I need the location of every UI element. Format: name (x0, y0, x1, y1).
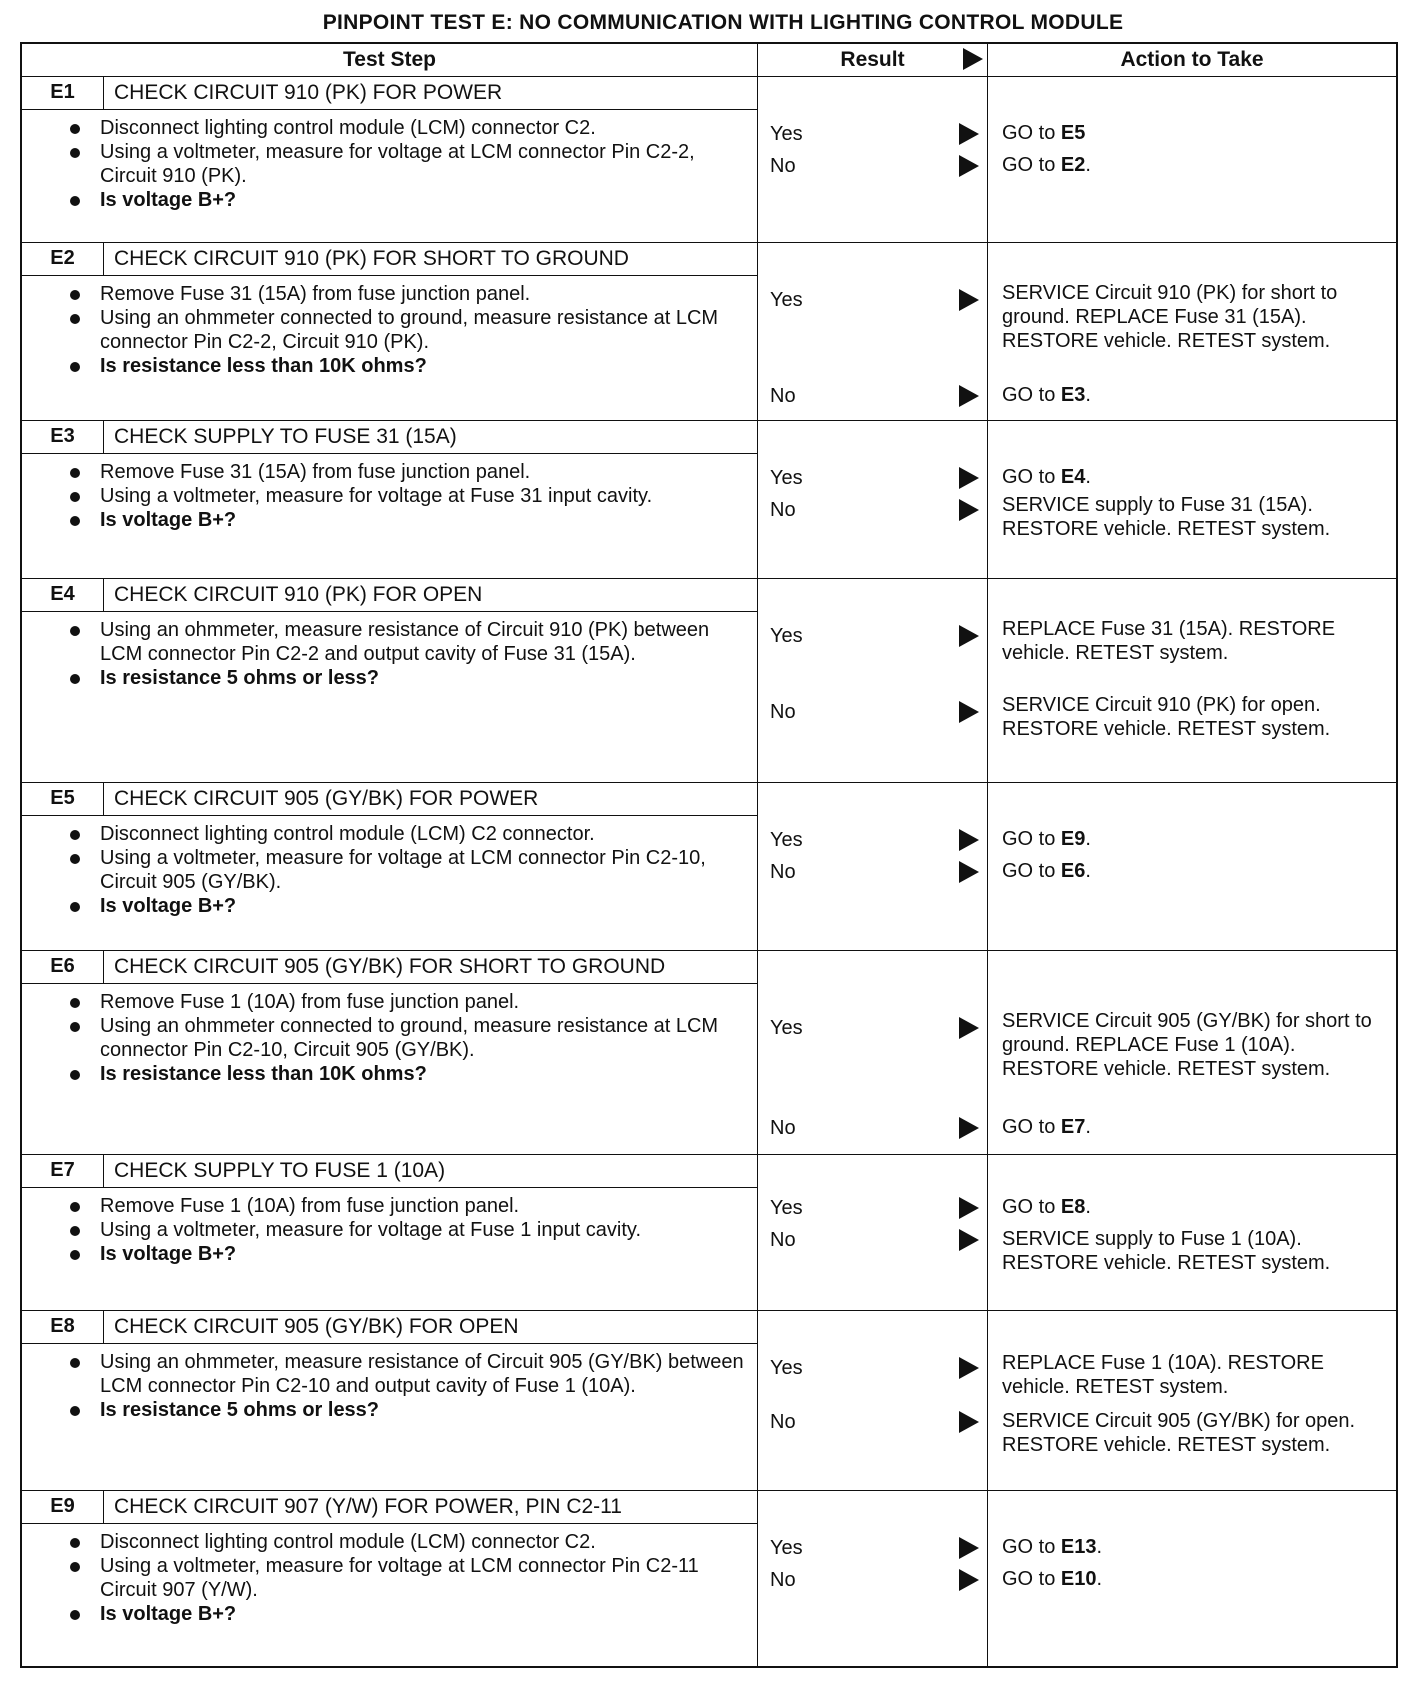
action-tail: . (1085, 828, 1091, 850)
action-instruction: GO to (1002, 1196, 1061, 1218)
step-instruction: Disconnect lighting control module (LCM) connector C2. (70, 116, 745, 140)
test-step-cell (21, 243, 758, 421)
arrow-right-icon (959, 701, 979, 723)
action-instruction: GO to (1002, 1116, 1061, 1138)
result-yes (770, 1355, 981, 1381)
step-question: Is voltage B+? (70, 894, 745, 918)
step-question: Is voltage B+? (70, 188, 745, 212)
arrow-right-icon (959, 1117, 979, 1139)
arrow-right-icon (959, 123, 979, 145)
step-title: CHECK CIRCUIT 907 (Y/W) FOR POWER, PIN C2-11 (114, 1495, 622, 1518)
action-text (1002, 383, 1388, 407)
result-label: Yes (770, 625, 803, 647)
arrow-right-icon (959, 1569, 979, 1591)
header-result (758, 43, 988, 77)
result-label: Yes (770, 467, 803, 489)
result-no (770, 153, 981, 179)
step-instruction: Using an ohmmeter connected to ground, measure resistance at LCM connector Pin C2-2, Circuit 910 (PK). (70, 306, 745, 354)
test-step-cell (21, 1311, 758, 1491)
action-tail: . (1085, 1116, 1091, 1138)
arrow-right-icon (959, 385, 979, 407)
action-cell (988, 77, 1398, 243)
action-cell (988, 783, 1398, 951)
step-id: E9 (22, 1491, 104, 1523)
step-title: CHECK CIRCUIT 910 (PK) FOR POWER (114, 81, 503, 104)
step-instruction: Using an ohmmeter connected to ground, measure resistance at LCM connector Pin C2-10, Circuit 905 (GY/BK). (70, 1014, 745, 1062)
step-header (22, 783, 757, 816)
result-cell (758, 243, 988, 421)
result-no (770, 1227, 981, 1253)
step-reference-link[interactable]: E9 (1060, 828, 1086, 850)
action-instruction: SERVICE Circuit 910 (PK) for short to ground. REPLACE Fuse 31 (15A). RESTORE vehicle. RETEST system. (1002, 282, 1338, 352)
action-instruction: GO to (1002, 1536, 1061, 1558)
result-label: No (770, 861, 796, 883)
result-label: No (770, 1229, 796, 1251)
arrow-right-icon (959, 467, 979, 489)
step-question: Is resistance 5 ohms or less? (70, 666, 745, 690)
step-title: CHECK CIRCUIT 905 (GY/BK) FOR SHORT TO GROUND (114, 955, 666, 978)
test-step-cell (21, 579, 758, 783)
step-reference-link[interactable]: E10 (1060, 1568, 1097, 1590)
step-reference-link[interactable]: E13 (1060, 1536, 1097, 1558)
result-label: Yes (770, 1017, 803, 1039)
action-text (1002, 1115, 1388, 1139)
result-cell (758, 783, 988, 951)
step-instruction: Remove Fuse 31 (15A) from fuse junction panel. (70, 282, 745, 306)
result-no (770, 1567, 981, 1593)
action-text (1002, 281, 1388, 353)
step-instruction: Using a voltmeter, measure for voltage at LCM connector Pin C2-10, Circuit 905 (GY/BK). (70, 846, 745, 894)
action-cell (988, 951, 1398, 1155)
step-header (22, 951, 757, 984)
step-id: E8 (22, 1311, 104, 1343)
arrow-right-icon (959, 829, 979, 851)
action-instruction: REPLACE Fuse 1 (10A). RESTORE vehicle. RETEST system. (1002, 1352, 1324, 1398)
action-instruction: GO to (1002, 828, 1061, 850)
action-text (1002, 1535, 1388, 1559)
result-label: No (770, 1569, 796, 1591)
header-action: Action to Take (988, 43, 1398, 77)
step-instructions (22, 984, 757, 1092)
step-reference-link[interactable]: E4 (1060, 466, 1086, 488)
arrow-right-icon (959, 1411, 979, 1433)
result-cell (758, 1491, 988, 1667)
arrow-right-icon (959, 1197, 979, 1219)
step-instruction: Using a voltmeter, measure for voltage at Fuse 1 input cavity. (70, 1218, 745, 1242)
step-title: CHECK CIRCUIT 910 (PK) FOR SHORT TO GROUND (114, 247, 629, 270)
test-step-row (21, 1491, 1397, 1667)
step-question: Is voltage B+? (70, 1602, 745, 1626)
arrow-right-icon (959, 861, 979, 883)
test-step-row (21, 783, 1397, 951)
result-label: Yes (770, 123, 803, 145)
result-label: Yes (770, 1537, 803, 1559)
result-label: No (770, 701, 796, 723)
result-yes (770, 465, 981, 491)
action-instruction: GO to (1002, 384, 1061, 406)
step-header (22, 1155, 757, 1188)
step-instructions (22, 816, 757, 924)
action-text (1002, 1409, 1388, 1457)
header-test-step: Test Step (21, 43, 758, 77)
action-text (1002, 1351, 1388, 1399)
action-instruction: GO to (1002, 860, 1061, 882)
result-label: Yes (770, 1357, 803, 1379)
action-cell (988, 579, 1398, 783)
result-label: Yes (770, 289, 803, 311)
step-question: Is resistance less than 10K ohms? (70, 354, 745, 378)
step-title: CHECK CIRCUIT 905 (GY/BK) FOR POWER (114, 787, 539, 810)
step-instructions (22, 454, 757, 538)
action-text (1002, 859, 1388, 883)
action-cell (988, 1311, 1398, 1491)
result-no (770, 1115, 981, 1141)
arrow-right-icon (959, 1017, 979, 1039)
step-id: E4 (22, 579, 104, 611)
step-question: Is voltage B+? (70, 508, 745, 532)
result-yes (770, 1195, 981, 1221)
action-tail: . (1096, 1568, 1103, 1590)
step-instruction: Remove Fuse 31 (15A) from fuse junction panel. (70, 460, 745, 484)
test-step-row (21, 421, 1397, 579)
step-header (22, 243, 757, 276)
action-text (1002, 121, 1388, 145)
action-instruction: GO to (1002, 122, 1061, 144)
action-instruction: SERVICE Circuit 910 (PK) for open. RESTORE vehicle. RETEST system. (1002, 694, 1331, 740)
pinpoint-test-table (20, 42, 1398, 1668)
step-reference-link[interactable]: E6 (1060, 860, 1086, 882)
arrow-right-icon (959, 1537, 979, 1559)
step-question: Is voltage B+? (70, 1242, 745, 1266)
result-yes (770, 623, 981, 649)
action-instruction: SERVICE Circuit 905 (GY/BK) for short to ground. REPLACE Fuse 1 (10A). RESTORE vehicle. RETEST system. (1002, 1010, 1372, 1080)
action-cell (988, 421, 1398, 579)
step-header (22, 1491, 757, 1524)
action-tail: . (1085, 1196, 1091, 1218)
step-title: CHECK SUPPLY TO FUSE 1 (10A) (114, 1159, 446, 1182)
action-text (1002, 1009, 1388, 1081)
action-cell (988, 243, 1398, 421)
test-step-row (21, 77, 1397, 243)
step-id: E1 (22, 77, 104, 109)
table-body (21, 77, 1397, 1667)
step-reference-link[interactable]: E7 (1060, 1116, 1086, 1138)
result-label: No (770, 499, 796, 521)
document-page (20, 8, 1392, 1668)
test-step-cell (21, 1491, 758, 1667)
result-yes (770, 827, 981, 853)
result-cell (758, 1155, 988, 1311)
step-header (22, 579, 757, 612)
action-text (1002, 617, 1388, 665)
step-id: E5 (22, 783, 104, 815)
action-tail: . (1085, 860, 1091, 882)
action-text (1002, 693, 1388, 741)
step-id: E2 (22, 243, 104, 275)
action-instruction: GO to (1002, 466, 1061, 488)
test-step-cell (21, 951, 758, 1155)
action-instruction: SERVICE supply to Fuse 31 (15A). RESTORE vehicle. RETEST system. (1002, 494, 1331, 540)
result-no (770, 859, 981, 885)
step-title: CHECK SUPPLY TO FUSE 31 (15A) (114, 425, 457, 448)
step-question: Is resistance less than 10K ohms? (70, 1062, 745, 1086)
result-yes (770, 1535, 981, 1561)
action-text (1002, 827, 1388, 851)
action-tail: . (1085, 384, 1091, 406)
test-step-row (21, 1311, 1397, 1491)
step-header (22, 421, 757, 454)
result-label: No (770, 385, 796, 407)
step-id: E7 (22, 1155, 104, 1187)
result-yes (770, 287, 981, 313)
result-no (770, 699, 981, 725)
step-reference-link[interactable]: E2 (1060, 154, 1086, 176)
step-instructions (22, 1524, 757, 1632)
arrow-right-icon (959, 625, 979, 647)
result-label: No (770, 155, 796, 177)
step-instruction: Using a voltmeter, measure for voltage at Fuse 31 input cavity. (70, 484, 745, 508)
step-header (22, 77, 757, 110)
result-no (770, 1409, 981, 1435)
action-instruction: SERVICE Circuit 905 (GY/BK) for open. RESTORE vehicle. RETEST system. (1002, 1410, 1356, 1456)
action-text (1002, 1195, 1388, 1219)
action-cell (988, 1155, 1398, 1311)
step-instruction: Using an ohmmeter, measure resistance of Circuit 905 (GY/BK) between LCM connector Pin C2-10 and output cavity of Fuse 1 (10A). (70, 1350, 745, 1398)
test-step-row (21, 243, 1397, 421)
result-label: Yes (770, 829, 803, 851)
result-label: No (770, 1411, 796, 1433)
action-tail: . (1085, 466, 1091, 488)
step-reference-link[interactable]: E3 (1060, 384, 1086, 406)
action-instruction: REPLACE Fuse 31 (15A). RESTORE vehicle. RETEST system. (1002, 618, 1336, 664)
step-instruction: Using a voltmeter, measure for voltage at LCM connector Pin C2-2, Circuit 910 (PK). (70, 140, 745, 188)
step-reference-link[interactable]: E8 (1060, 1196, 1086, 1218)
step-header (22, 1311, 757, 1344)
action-text (1002, 1227, 1388, 1275)
result-cell (758, 579, 988, 783)
arrow-right-icon (959, 289, 979, 311)
result-label: Yes (770, 1197, 803, 1219)
step-instruction: Disconnect lighting control module (LCM) connector C2. (70, 1530, 745, 1554)
action-text (1002, 465, 1388, 489)
test-step-row (21, 951, 1397, 1155)
step-instruction: Using a voltmeter, measure for voltage at LCM connector Pin C2-11 Circuit 907 (Y/W). (70, 1554, 745, 1602)
result-no (770, 497, 981, 523)
step-instruction: Remove Fuse 1 (10A) from fuse junction panel. (70, 1194, 745, 1218)
action-instruction: GO to (1002, 1568, 1061, 1590)
step-instruction: Using an ohmmeter, measure resistance of Circuit 910 (PK) between LCM connector Pin C2-2 and output cavity of Fuse 31 (15A). (70, 618, 745, 666)
step-id: E3 (22, 421, 104, 453)
result-no (770, 383, 981, 409)
step-instruction: Disconnect lighting control module (LCM) C2 connector. (70, 822, 745, 846)
action-tail: . (1096, 1536, 1103, 1558)
result-cell (758, 421, 988, 579)
step-instructions (22, 1344, 757, 1428)
step-instructions (22, 276, 757, 384)
result-cell (758, 951, 988, 1155)
step-question: Is resistance 5 ohms or less? (70, 1398, 745, 1422)
arrow-right-icon (963, 48, 983, 70)
test-step-cell (21, 783, 758, 951)
test-step-cell (21, 421, 758, 579)
step-instructions (22, 110, 757, 218)
arrow-right-icon (959, 499, 979, 521)
action-text (1002, 493, 1388, 541)
result-yes (770, 1015, 981, 1041)
result-yes (770, 121, 981, 147)
step-instruction: Remove Fuse 1 (10A) from fuse junction panel. (70, 990, 745, 1014)
step-instructions (22, 612, 757, 696)
action-tail: . (1085, 154, 1091, 176)
test-step-cell (21, 1155, 758, 1311)
table-header-row (21, 43, 1397, 77)
arrow-right-icon (959, 155, 979, 177)
result-cell (758, 1311, 988, 1491)
action-text (1002, 1567, 1388, 1591)
step-id: E6 (22, 951, 104, 983)
test-step-row (21, 579, 1397, 783)
action-instruction: SERVICE supply to Fuse 1 (10A). RESTORE vehicle. RETEST system. (1002, 1228, 1331, 1274)
result-cell (758, 77, 988, 243)
page-title: PINPOINT TEST E: NO COMMUNICATION WITH LIGHTING CONTROL MODULE (322, 11, 1124, 34)
test-step-cell (21, 77, 758, 243)
arrow-right-icon (959, 1229, 979, 1251)
action-instruction: GO to (1002, 154, 1061, 176)
step-title: CHECK CIRCUIT 910 (PK) FOR OPEN (114, 583, 483, 606)
step-instructions (22, 1188, 757, 1272)
header-result-label: Result (840, 48, 905, 71)
step-title: CHECK CIRCUIT 905 (GY/BK) FOR OPEN (114, 1315, 519, 1338)
arrow-right-icon (959, 1357, 979, 1379)
action-text (1002, 153, 1388, 177)
action-cell (988, 1491, 1398, 1667)
test-step-row (21, 1155, 1397, 1311)
result-label: No (770, 1117, 796, 1139)
step-reference-link[interactable]: E5 (1060, 122, 1086, 144)
